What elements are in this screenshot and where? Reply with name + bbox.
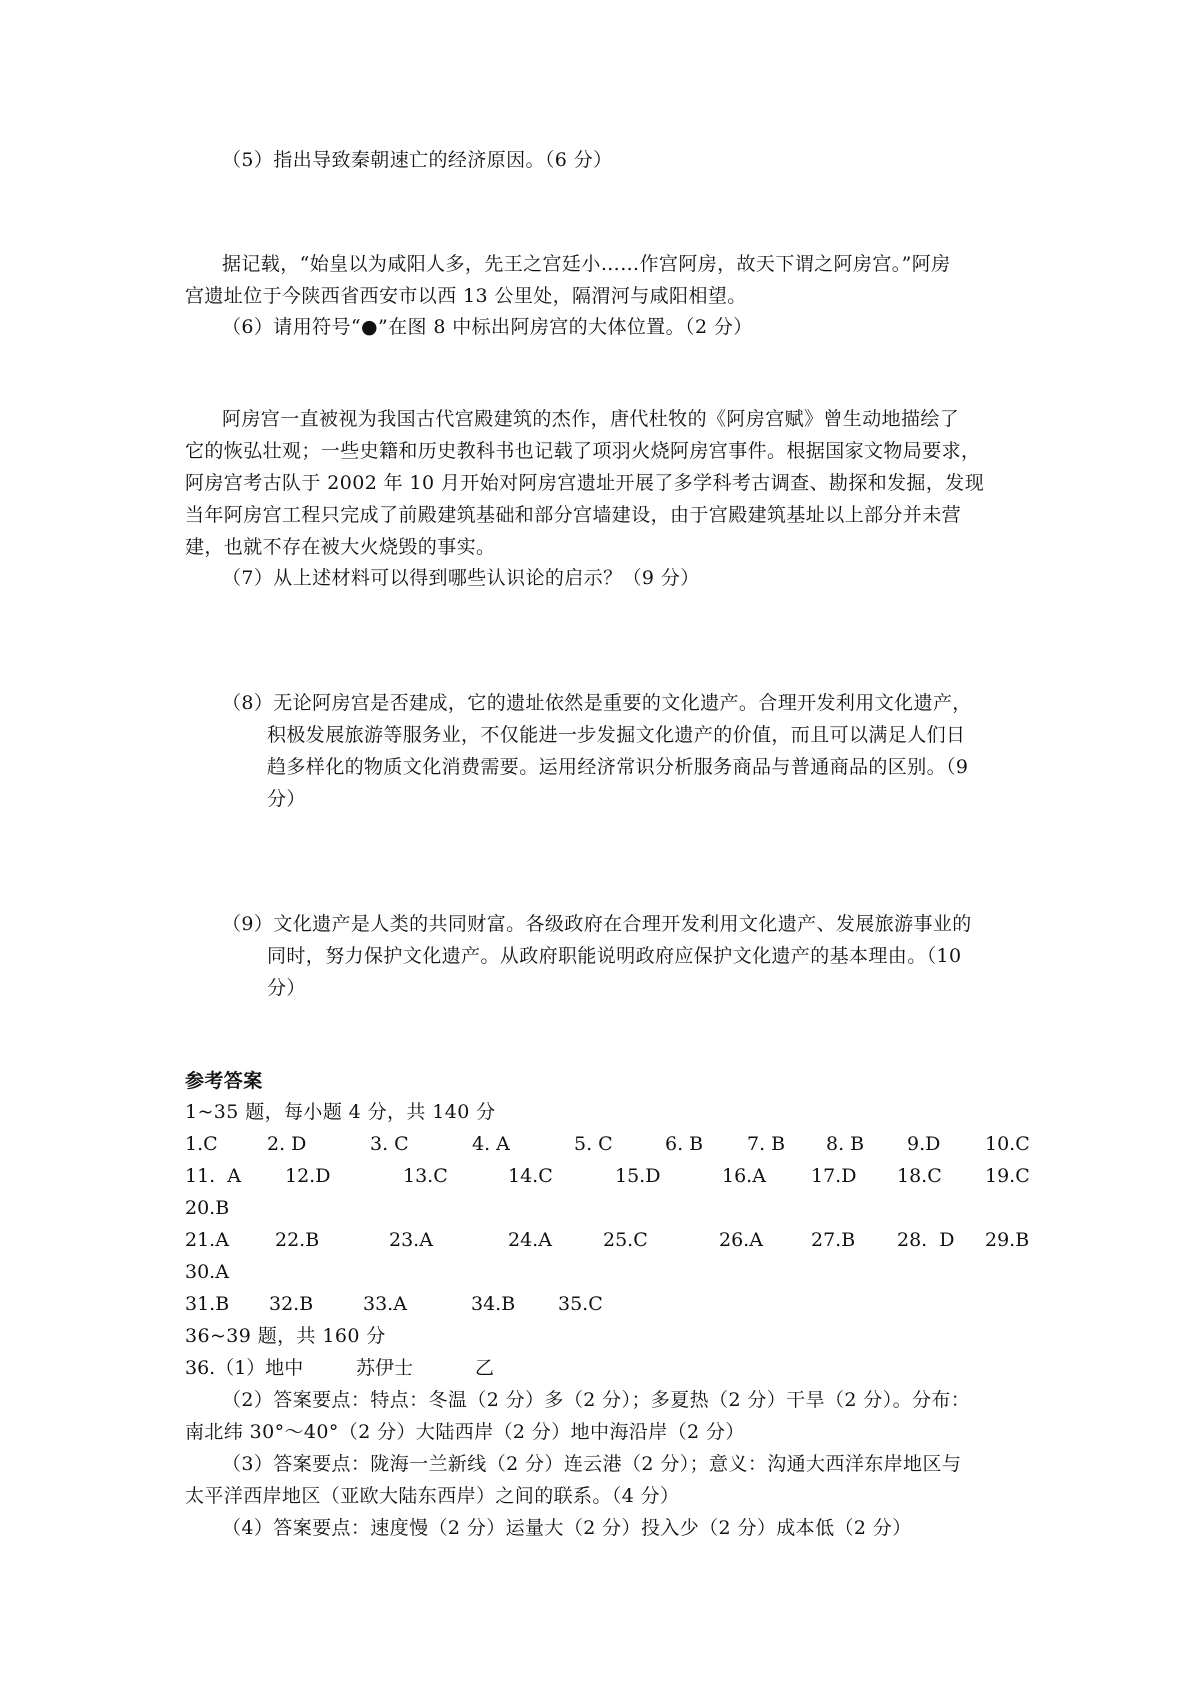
material-paragraph-2-line-1: 阿房宫一直被视为我国古代宫殿建筑的杰作，唐代杜牧的《阿房宫赋》曾生动地描绘了	[222, 408, 960, 430]
answer-item: 16.A	[722, 1165, 766, 1187]
answer-item: 32.B	[269, 1293, 314, 1315]
answer-item: 15.D	[615, 1165, 661, 1187]
answer-36-part-3-line-2: 太平洋西岸地区（亚欧大陆东西岸）之间的联系。（4 分）	[185, 1485, 680, 1507]
question-7: （7）从上述材料可以得到哪些认识论的启示？（9 分）	[222, 567, 700, 589]
answer-36-part-3-line-1: （3）答案要点：陇海一兰新线（2 分）连云港（2 分）；意义：沟通大西洋东岸地区与	[222, 1453, 962, 1475]
answer-item: 8. B	[826, 1133, 865, 1155]
question-8-line-4: 分）	[267, 788, 306, 810]
answer-item: 31.B	[185, 1293, 230, 1315]
answer-item: 27.B	[811, 1229, 856, 1251]
answer-36-1-label: 36.（1）地中	[185, 1357, 304, 1379]
answer-item: 35.C	[558, 1293, 603, 1315]
question-8-line-2: 积极发展旅游等服务业，不仅能进一步发掘文化遗产的价值，而且可以满足人们日	[267, 724, 966, 746]
answer-item: 30.A	[185, 1261, 229, 1283]
question-9-line-1: （9）文化遗产是人类的共同财富。各级政府在合理开发利用文化遗产、发展旅游事业的	[222, 913, 972, 935]
answer-item: 20.B	[185, 1197, 230, 1219]
material-paragraph-2-line-3: 阿房宫考古队于 2002 年 10 月开始对阿房宫遗址开展了多学科考古调查、勘探和发掘，发现	[185, 472, 985, 494]
answer-item: 24.A	[508, 1229, 552, 1251]
question-9-line-2: 同时，努力保护文化遗产。从政府职能说明政府应保护文化遗产的基本理由。（10	[267, 945, 962, 967]
answer-36-1-strait: 苏伊士	[356, 1357, 414, 1379]
answer-item: 25.C	[603, 1229, 648, 1251]
answer-36-1-option: 乙	[475, 1357, 495, 1379]
answer-item: 19.C	[985, 1165, 1030, 1187]
answer-item: 12.D	[285, 1165, 331, 1187]
answer-item: 2. D	[267, 1133, 307, 1155]
material-paragraph-2-line-2: 它的恢弘壮观；一些史籍和历史教科书也记载了项羽火烧阿房宫事件。根据国家文物局要求，	[185, 440, 981, 462]
answer-item: 14.C	[508, 1165, 553, 1187]
answer-36-part-4: （4）答案要点：速度慢（2 分）运量大（2 分）投入少（2 分）成本低（2 分）	[222, 1517, 912, 1539]
answer-item: 26.A	[719, 1229, 763, 1251]
answer-item: 5. C	[574, 1133, 613, 1155]
answer-item: 6. B	[665, 1133, 704, 1155]
answer-36-part-2-line-1: （2）答案要点：特点：冬温（2 分）多（2 分）；多夏热（2 分）干旱（2 分）。分布：	[222, 1389, 971, 1411]
question-8-line-1: （8）无论阿房宫是否建成，它的遗址依然是重要的文化遗产。合理开发利用文化遗产，	[222, 692, 972, 714]
answer-item: 18.C	[897, 1165, 942, 1187]
answer-item: 9.D	[907, 1133, 941, 1155]
answer-item: 4. A	[472, 1133, 510, 1155]
material-paragraph-2-line-5: 建，也就不存在被大火烧毁的事实。	[185, 536, 496, 558]
answer-item: 22.B	[275, 1229, 320, 1251]
answer-item: 13.C	[403, 1165, 448, 1187]
answer-item: 23.A	[389, 1229, 433, 1251]
answer-item: 7. B	[747, 1133, 786, 1155]
material-paragraph-1-line-1: 据记载，“始皇以为咸阳人多，先王之宫廷小……作宫阿房，故天下谓之阿房宫。”阿房	[222, 253, 951, 275]
answer-item: 28. D	[897, 1229, 955, 1251]
answer-item: 29.B	[985, 1229, 1030, 1251]
multiple-choice-header: 1~35 题，每小题 4 分，共 140 分	[185, 1101, 496, 1123]
question-5: （5）指出导致秦朝速亡的经济原因。（6 分）	[222, 149, 613, 171]
answers-heading: 参考答案	[185, 1070, 263, 1092]
answer-item: 21.A	[185, 1229, 229, 1251]
answer-item: 17.D	[811, 1165, 857, 1187]
answer-item: 33.A	[363, 1293, 407, 1315]
question-8-line-3: 趋多样化的物质文化消费需要。运用经济常识分析服务商品与普通商品的区别。（9	[267, 756, 969, 778]
material-paragraph-1-line-2: 宫遗址位于今陕西省西安市以西 13 公里处，隔渭河与咸阳相望。	[185, 285, 747, 307]
question-9-line-3: 分）	[267, 977, 306, 999]
subjective-header: 36~39 题，共 160 分	[185, 1325, 386, 1347]
answer-item: 1.C	[185, 1133, 218, 1155]
answer-item: 3. C	[370, 1133, 409, 1155]
answer-item: 34.B	[471, 1293, 516, 1315]
answer-item: 10.C	[985, 1133, 1030, 1155]
question-6: （6）请用符号“●”在图 8 中标出阿房宫的大体位置。（2 分）	[222, 316, 753, 338]
answer-item: 11. A	[185, 1165, 242, 1187]
answer-36-part-2-line-2: 南北纬 30°～40°（2 分）大陆西岸（2 分）地中海沿岸（2 分）	[185, 1421, 745, 1443]
material-paragraph-2-line-4: 当年阿房宫工程只完成了前殿建筑基础和部分宫墙建设，由于宫殿建筑基址以上部分并未营	[185, 504, 962, 526]
